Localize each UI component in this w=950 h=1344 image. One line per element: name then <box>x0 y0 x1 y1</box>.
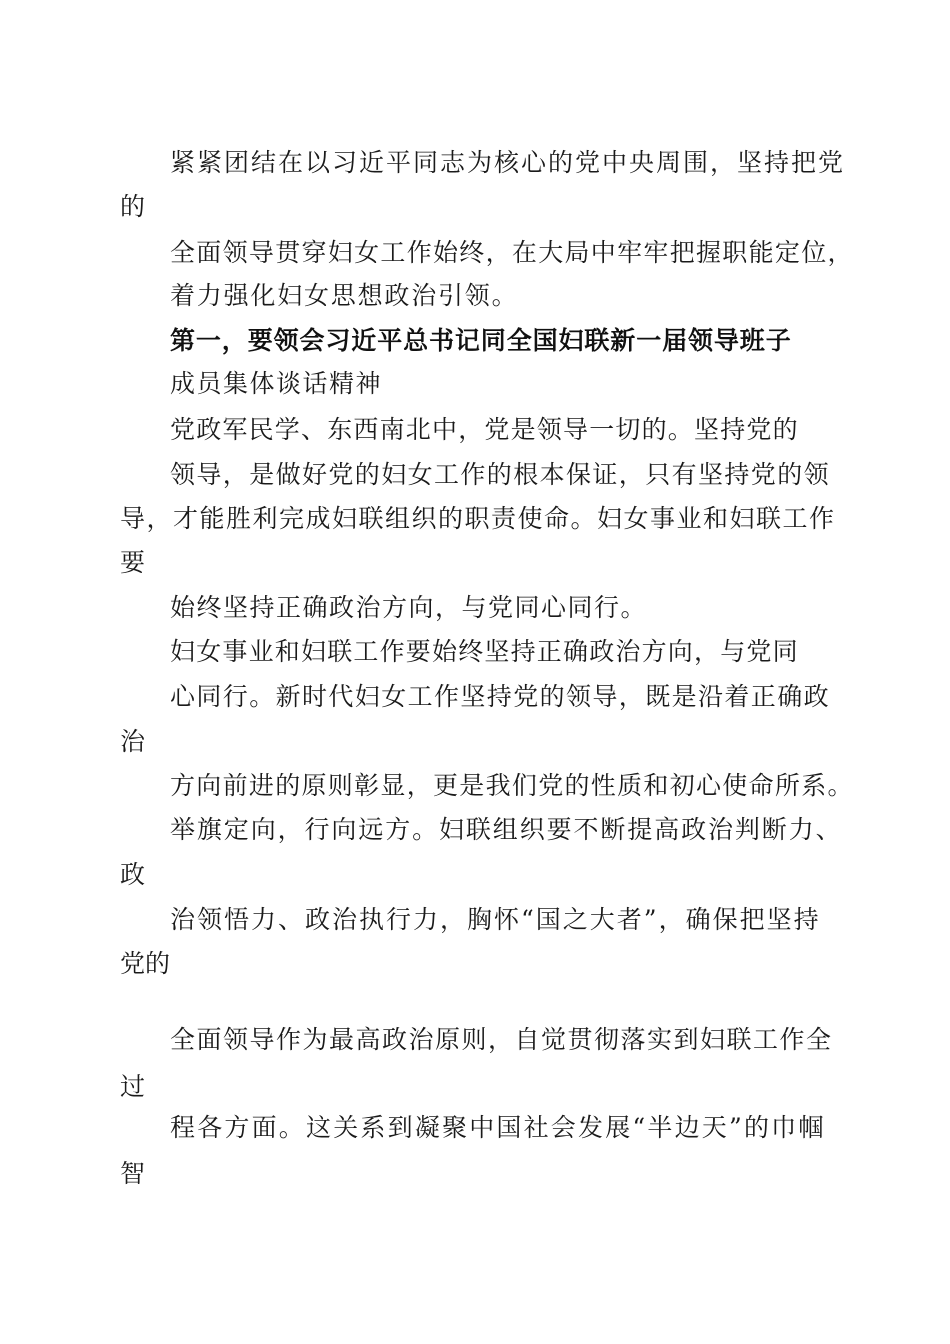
text-line-23: 智 <box>120 1159 146 1188</box>
text-line-7: 党政军民学、东西南北中，党是领导一切的。坚持党的 <box>170 415 799 444</box>
text-line-1: 紧紧团结在以习近平同志为核心的党中央周围，坚持把党 <box>170 148 846 177</box>
text-line-13: 心同行。新时代妇女工作坚持党的领导，既是沿着正确政 <box>170 682 831 711</box>
text-line-17: 政 <box>120 860 146 889</box>
text-line-9: 导，才能胜利完成妇联组织的职责使命。妇女事业和妇联工作 <box>120 504 836 533</box>
text-line-4: 着力强化妇女思想政治引领。 <box>170 281 519 310</box>
text-line-21: 过 <box>120 1072 146 1101</box>
text-line-18: 治领悟力、政治执行力，胸怀“国之大者”，确保把坚持 <box>170 905 821 934</box>
section-heading-line-2: 成员集体谈话精神 <box>170 369 383 398</box>
text-line-12: 妇女事业和妇联工作要始终坚持正确政治方向，与党同 <box>170 637 799 666</box>
text-line-15: 方向前进的原则彰显，更是我们党的性质和初心使命所系。 <box>170 771 854 800</box>
text-line-14: 治 <box>120 727 146 756</box>
text-line-16: 举旗定向，行向远方。妇联组织要不断提高政治判断力、 <box>170 815 843 844</box>
section-heading-line-1: 第一，要领会习近平总书记同全国妇联新一届领导班子 <box>170 326 792 355</box>
text-line-10: 要 <box>120 548 146 577</box>
text-line-11: 始终坚持正确政治方向，与党同心同行。 <box>170 593 648 622</box>
text-line-3: 全面领导贯穿妇女工作始终，在大局中牢牢把握职能定位， <box>170 238 854 267</box>
text-line-19: 党的 <box>120 949 171 978</box>
text-line-22: 程各方面。这关系到凝聚中国社会发展“半边天”的巾帼 <box>170 1113 826 1142</box>
text-line-2: 的 <box>120 192 146 221</box>
text-line-20: 全面领导作为最高政治原则，自觉贯彻落实到妇联工作全 <box>170 1025 833 1054</box>
text-line-8: 领导，是做好党的妇女工作的根本保证，只有坚持党的领 <box>170 460 831 489</box>
